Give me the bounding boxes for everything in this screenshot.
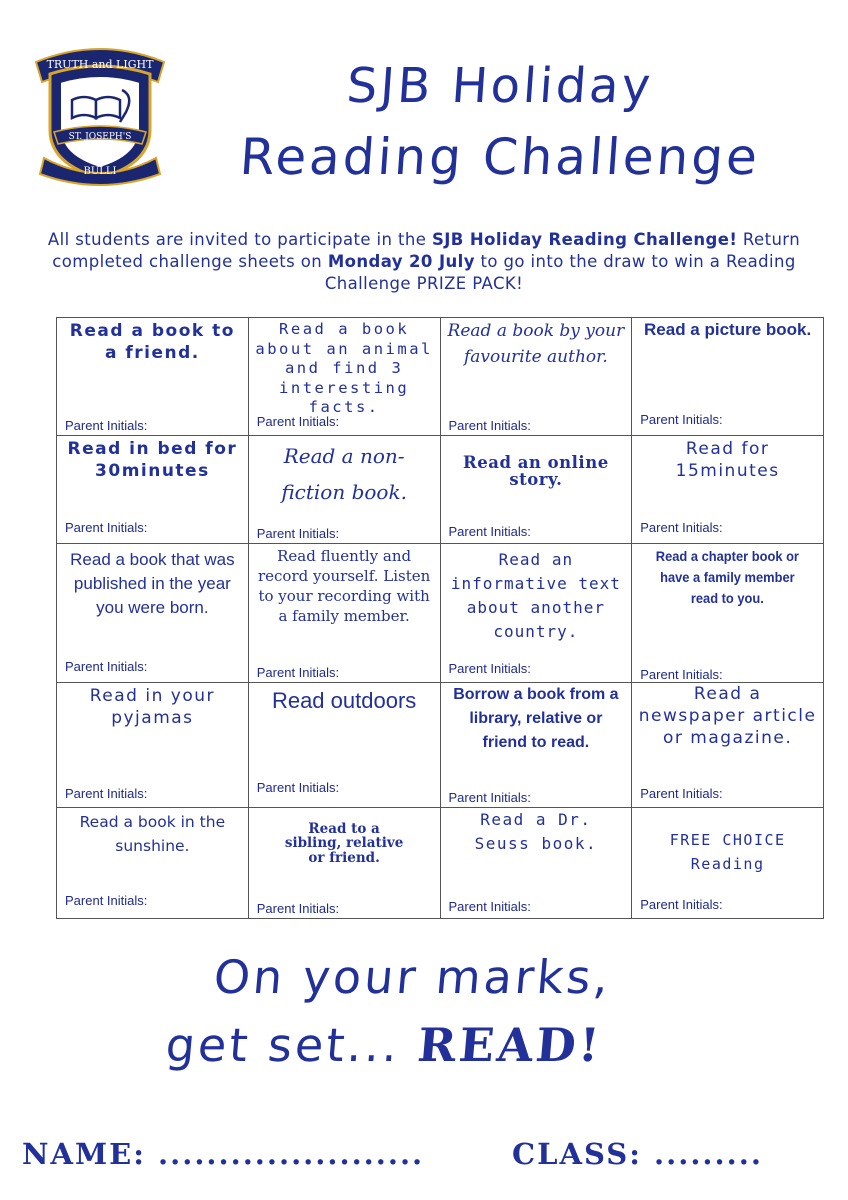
parent-initials-label: Parent Initials: <box>448 523 531 539</box>
name-field <box>22 1137 424 1171</box>
challenge-cell <box>632 436 824 543</box>
parent-initials-label: Parent Initials: <box>640 519 723 535</box>
challenge-cell <box>440 318 632 436</box>
challenge-text: Read a book by your favourite author. <box>447 321 625 367</box>
challenge-cell <box>632 683 824 807</box>
parent-initials-label: Parent Initials: <box>65 785 148 801</box>
crest-motto: TRUTH and LIGHT <box>46 58 154 71</box>
crest-school: ST. JOSEPH'S <box>68 132 132 142</box>
challenge-text: Read fluently and record yourself. Listen to your recording with a family member. <box>257 546 431 625</box>
challenge-text: Read a Dr. Seuss book. <box>474 809 598 853</box>
challenge-text: Read a book that was published in the year you were born. <box>70 549 235 617</box>
challenge-text: Read a book to a friend. <box>69 321 235 363</box>
challenge-text: Read to a sibling, relative or friend. <box>284 820 404 866</box>
title-line-2: Reading Challenge <box>238 128 762 186</box>
slogan-line-2 <box>164 1018 605 1072</box>
challenge-cell <box>57 318 249 436</box>
slogan-read: READ! <box>415 1018 605 1072</box>
challenge-cell <box>57 807 249 918</box>
challenge-cell <box>440 543 632 682</box>
slogan-line-1: On your marks, <box>211 950 614 1004</box>
school-crest <box>34 40 166 186</box>
parent-initials-label: Parent Initials: <box>640 667 723 683</box>
parent-initials-label: Parent Initials: <box>256 665 340 681</box>
challenge-text: Borrow a book from a library, relative or friend to read. <box>453 686 619 752</box>
parent-initials-label: Parent Initials: <box>65 418 148 434</box>
grid-row <box>57 436 824 543</box>
name-label: NAME: <box>22 1137 146 1171</box>
parent-initials-label: Parent Initials: <box>448 899 531 914</box>
challenge-cell <box>440 436 632 543</box>
challenge-cell <box>57 543 249 682</box>
parent-initials-label: Parent Initials: <box>640 897 723 912</box>
name-dots[interactable]: ...................... <box>158 1137 425 1171</box>
parent-initials-label: Parent Initials: <box>256 414 340 430</box>
challenge-text: Read a picture book. <box>644 320 812 339</box>
grid-row <box>57 683 824 807</box>
parent-initials-label: Parent Initials: <box>256 525 340 541</box>
intro-text-2: Return completed challenge sheets on <box>52 230 801 271</box>
challenge-text: Read a book about an animal and find 3 interesting facts. <box>255 320 433 416</box>
slogan-get-set: get set... <box>163 1018 421 1072</box>
challenge-cell <box>248 543 440 682</box>
challenge-text: Read a non-fiction book. <box>281 444 407 505</box>
class-field <box>512 1137 763 1171</box>
parent-initials-label: Parent Initials: <box>640 785 723 801</box>
grid-row <box>57 807 824 918</box>
challenge-cell <box>57 436 249 543</box>
challenge-cell <box>248 807 440 918</box>
challenge-cell <box>440 683 632 807</box>
intro-paragraph <box>40 229 808 295</box>
parent-initials-label: Parent Initials: <box>448 418 531 434</box>
intro-due-date: Monday 20 July <box>327 252 475 271</box>
parent-initials-label: Parent Initials: <box>65 893 148 908</box>
parent-initials-label: Parent Initials: <box>448 789 531 805</box>
challenge-cell <box>57 683 249 807</box>
challenge-cell <box>632 807 824 918</box>
challenge-cell <box>440 807 632 918</box>
parent-initials-label: Parent Initials: <box>65 519 148 535</box>
challenge-cell <box>248 436 440 543</box>
challenge-cell <box>248 318 440 436</box>
challenge-text: Read in bed for 30minutes <box>67 439 238 482</box>
grid-row <box>57 318 824 436</box>
parent-initials-label: Parent Initials: <box>448 661 531 677</box>
challenge-text: Read outdoors <box>271 688 417 714</box>
challenge-text: Read for 15minutes <box>675 439 780 482</box>
class-dots[interactable]: ......... <box>654 1137 763 1171</box>
challenge-text: Read a book in the sunshine. <box>79 812 226 855</box>
challenge-text: Read a newspaper article or magazine. <box>638 684 817 749</box>
challenge-cell <box>632 543 824 682</box>
title-line-1: SJB Holiday <box>344 58 656 114</box>
grid-row <box>57 543 824 682</box>
challenge-cell <box>248 683 440 807</box>
class-label: CLASS: <box>512 1137 642 1171</box>
challenge-text: Read an online story. <box>463 453 609 490</box>
challenge-text: Read in your pyjamas <box>89 686 215 729</box>
challenge-text: Read an informative text about another country. <box>450 549 621 641</box>
parent-initials-label: Parent Initials: <box>256 779 340 795</box>
parent-initials-label: Parent Initials: <box>256 901 340 916</box>
challenge-text: FREE CHOICE Reading <box>669 830 786 873</box>
parent-initials-label: Parent Initials: <box>65 659 148 675</box>
challenge-text: Read a chapter book or have a family member read to you. <box>656 547 800 606</box>
challenge-grid <box>56 317 824 919</box>
crest-town: BULLI <box>83 166 117 177</box>
intro-text-3: to go into the draw to win a Reading Challenge PRIZE PACK! <box>324 252 796 293</box>
intro-text-1: All students are invited to participate in the <box>47 230 432 249</box>
challenge-cell <box>632 318 824 436</box>
intro-challenge-name: SJB Holiday Reading Challenge! <box>431 230 738 249</box>
crest-logo <box>34 40 166 186</box>
parent-initials-label: Parent Initials: <box>640 412 723 428</box>
